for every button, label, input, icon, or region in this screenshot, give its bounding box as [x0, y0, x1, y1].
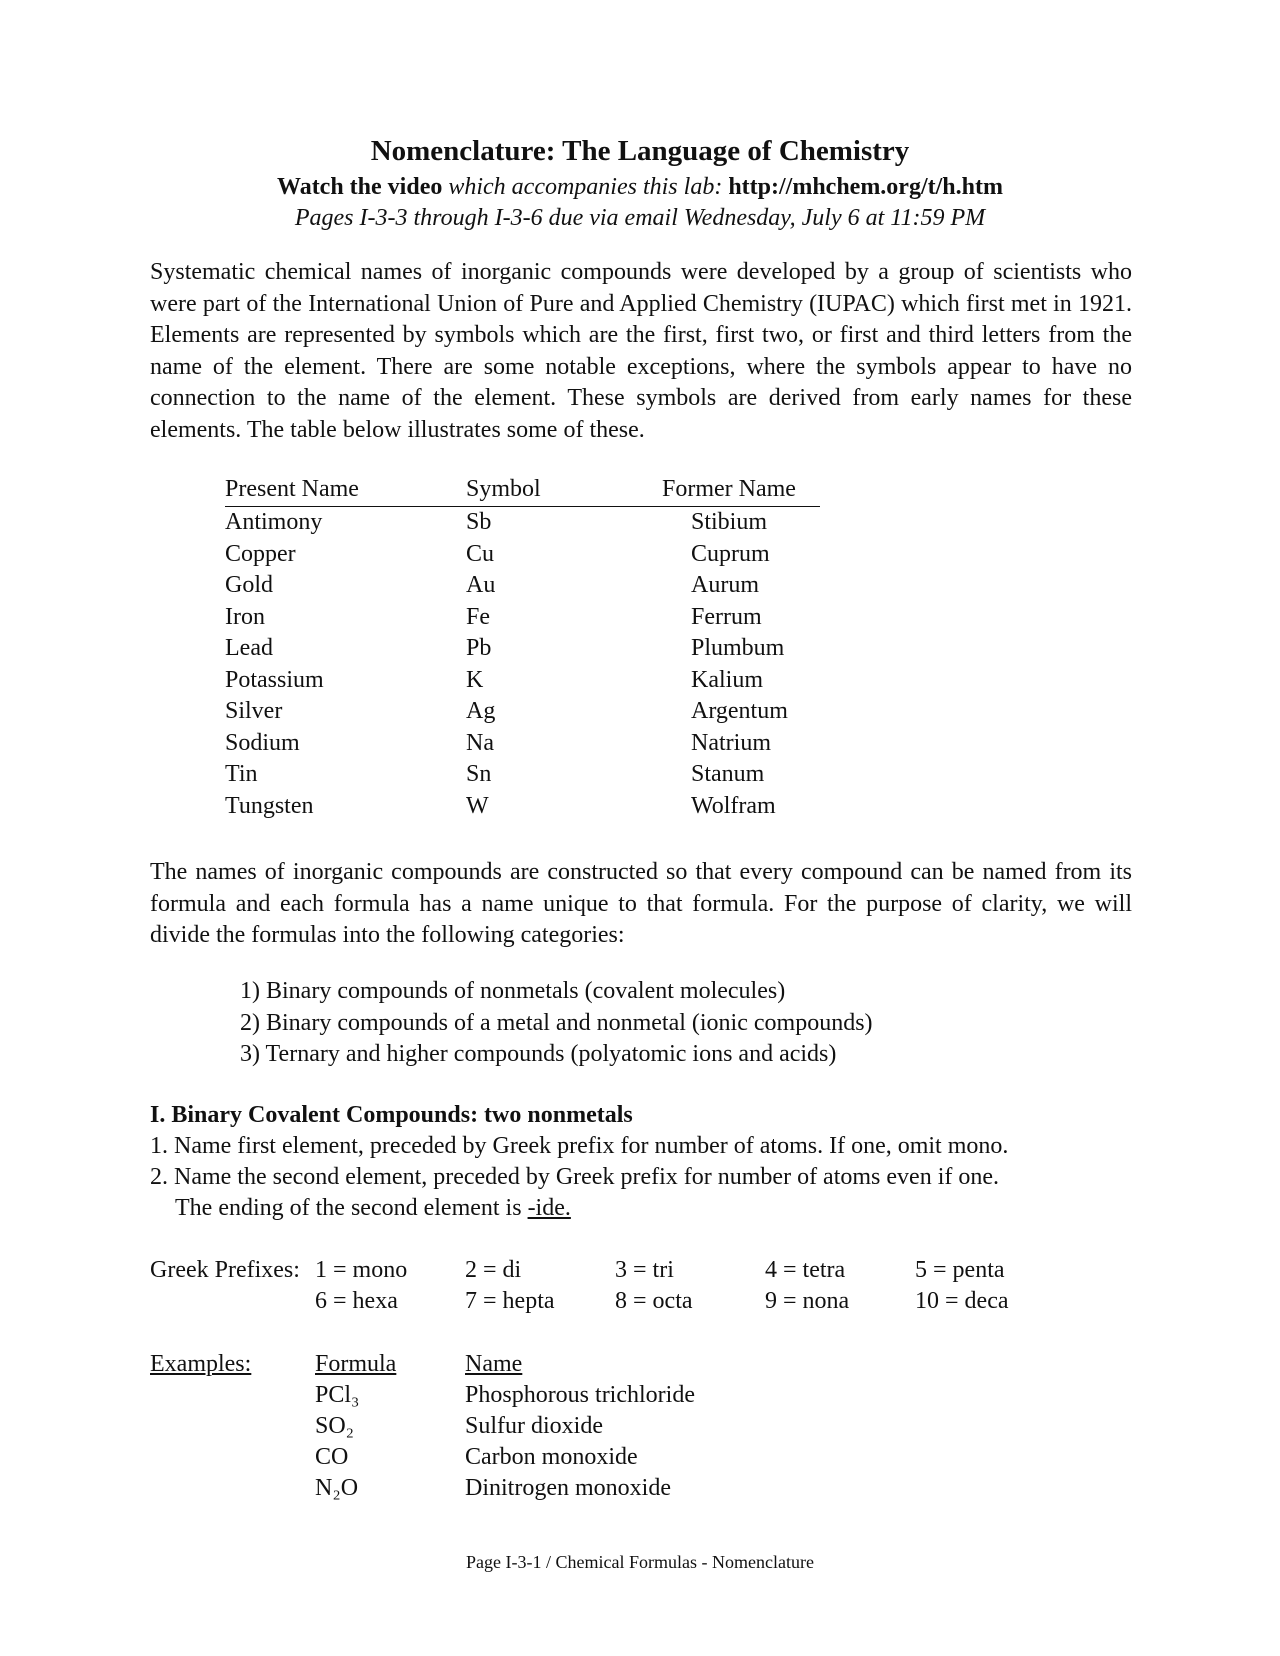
table-header — [225, 474, 820, 507]
present-name: Gold — [225, 572, 273, 598]
table-row — [225, 539, 825, 571]
example-formula: CO — [315, 1444, 349, 1470]
former-name: Stibium — [691, 509, 768, 535]
former-name: Ferrum — [691, 603, 762, 630]
former-name: Wolfram — [691, 792, 776, 819]
present-name: Copper — [225, 540, 296, 567]
header-present-name: Present Name — [225, 476, 359, 502]
intro-paragraph: Systematic chemical names of inorganic compounds were developed by a group of scientists who were part of the International Union of Pure and Applied Chemistry (IUPAC) which first met in 1921. Elements are represented by symbols which are the first, first two, or first and third letters from the name of the element. There are some notable exceptions, where the symbols appear to have no connection to the name of the element. These symbols are derived from early names for these elements. The table below illustrates some of these. — [150, 259, 1132, 443]
example-name: Dinitrogen monoxide — [465, 1475, 671, 1501]
prefix-10: 10 = deca — [915, 1288, 1009, 1314]
prefix-7: 7 = hepta — [465, 1288, 555, 1314]
former-name: Argentum — [691, 698, 788, 724]
rule-1: 1. Name first element, preceded by Greek prefix for number of atoms. If one, omit mono. — [150, 1133, 1009, 1159]
example-name: Sulfur dioxide — [465, 1413, 603, 1439]
table-row — [225, 728, 825, 760]
present-name: Sodium — [225, 729, 300, 756]
present-name: Antimony — [225, 509, 323, 535]
symbol: Na — [466, 729, 494, 756]
header-symbol: Symbol — [466, 476, 541, 502]
present-name: Iron — [225, 603, 265, 630]
example-formula: N₂O — [315, 1475, 359, 1501]
table-row — [225, 602, 825, 634]
former-name: Stanum — [691, 761, 765, 787]
former-name: Cuprum — [691, 540, 770, 567]
former-name: Kalium — [691, 666, 763, 693]
rule-3 — [150, 1193, 1008, 1224]
categories-list — [240, 976, 873, 1071]
table-row — [225, 633, 825, 665]
former-name: Aurum — [691, 572, 759, 598]
symbol: W — [466, 792, 489, 819]
categories-intro-paragraph: The names of inorganic compounds are constructed so that every compound can be named from its formula and each formula has a name unique to that formula. For the purpose of clarity, we will divide the formulas into the following categories: — [150, 859, 1132, 948]
prefix-9: 9 = nona — [765, 1288, 850, 1314]
present-name: Tungsten — [225, 792, 314, 819]
page-footer: Page I-3-1 / Chemical Formulas - Nomenclature — [466, 1552, 814, 1572]
example-formula: PCl₃ — [315, 1382, 360, 1408]
header-former-name: Former Name — [662, 476, 796, 502]
example-formula: SO₂ — [315, 1413, 355, 1439]
example-name: Carbon monoxide — [465, 1444, 638, 1470]
prefix-2: 2 = di — [465, 1257, 522, 1283]
symbol: Sb — [466, 509, 492, 535]
symbol: Ag — [466, 698, 496, 724]
element-symbols-table — [225, 474, 825, 822]
list-item: 3) Ternary and higher compounds (polyatomic ions and acids) — [240, 1041, 837, 1067]
prefix-3: 3 = tri — [615, 1257, 674, 1283]
former-name: Plumbum — [691, 635, 785, 661]
present-name: Silver — [225, 698, 283, 724]
name-header: Name — [465, 1351, 523, 1377]
video-link[interactable]: http://mhchem.org/t/h.htm — [728, 174, 1003, 200]
section-heading: I. Binary Covalent Compounds: two nonmetals — [150, 1102, 633, 1128]
table-row — [225, 665, 825, 697]
table-row — [225, 791, 825, 823]
ide-suffix: -ide. — [527, 1195, 571, 1221]
greek-prefixes-label: Greek Prefixes: — [150, 1257, 300, 1283]
table-row — [225, 759, 825, 791]
former-name: Natrium — [691, 729, 771, 756]
list-item: 1) Binary compounds of nonmetals (covalent molecules) — [240, 978, 786, 1004]
symbol: K — [466, 666, 484, 693]
table-row — [225, 570, 825, 602]
rule-2: 2. Name the second element, preceded by Greek prefix for number of atoms even if one. — [150, 1164, 999, 1190]
present-name: Tin — [225, 761, 258, 787]
prefix-4: 4 = tetra — [765, 1257, 846, 1283]
present-name: Potassium — [225, 666, 324, 693]
symbol: Pb — [466, 635, 492, 661]
prefix-5: 5 = penta — [915, 1257, 1005, 1283]
watch-video-desc: which accompanies this lab: — [448, 174, 723, 200]
formula-header: Formula — [315, 1351, 397, 1377]
example-name: Phosphorous trichloride — [465, 1382, 695, 1408]
video-line — [0, 172, 1280, 202]
prefix-1: 1 = mono — [315, 1257, 408, 1283]
prefix-6: 6 = hexa — [315, 1288, 398, 1314]
page-title: Nomenclature: The Language of Chemistry — [370, 135, 910, 167]
symbol: Au — [466, 572, 496, 598]
symbol: Cu — [466, 540, 495, 567]
table-row — [225, 696, 825, 728]
symbol: Sn — [466, 761, 492, 787]
present-name: Lead — [225, 635, 273, 661]
prefix-8: 8 = octa — [615, 1288, 693, 1314]
naming-rules — [150, 1131, 1008, 1224]
list-item: 2) Binary compounds of a metal and nonmetal (ionic compounds) — [240, 1009, 873, 1036]
rule-3-text: The ending of the second element is — [175, 1195, 522, 1221]
symbol: Fe — [466, 603, 490, 630]
table-row — [225, 507, 825, 539]
due-date-line: Pages I-3-3 through I-3-6 due via email Wednesday, July 6 at 11:59 PM — [294, 205, 986, 231]
examples-label: Examples: — [150, 1351, 252, 1377]
watch-video-label: Watch the video — [277, 174, 443, 200]
